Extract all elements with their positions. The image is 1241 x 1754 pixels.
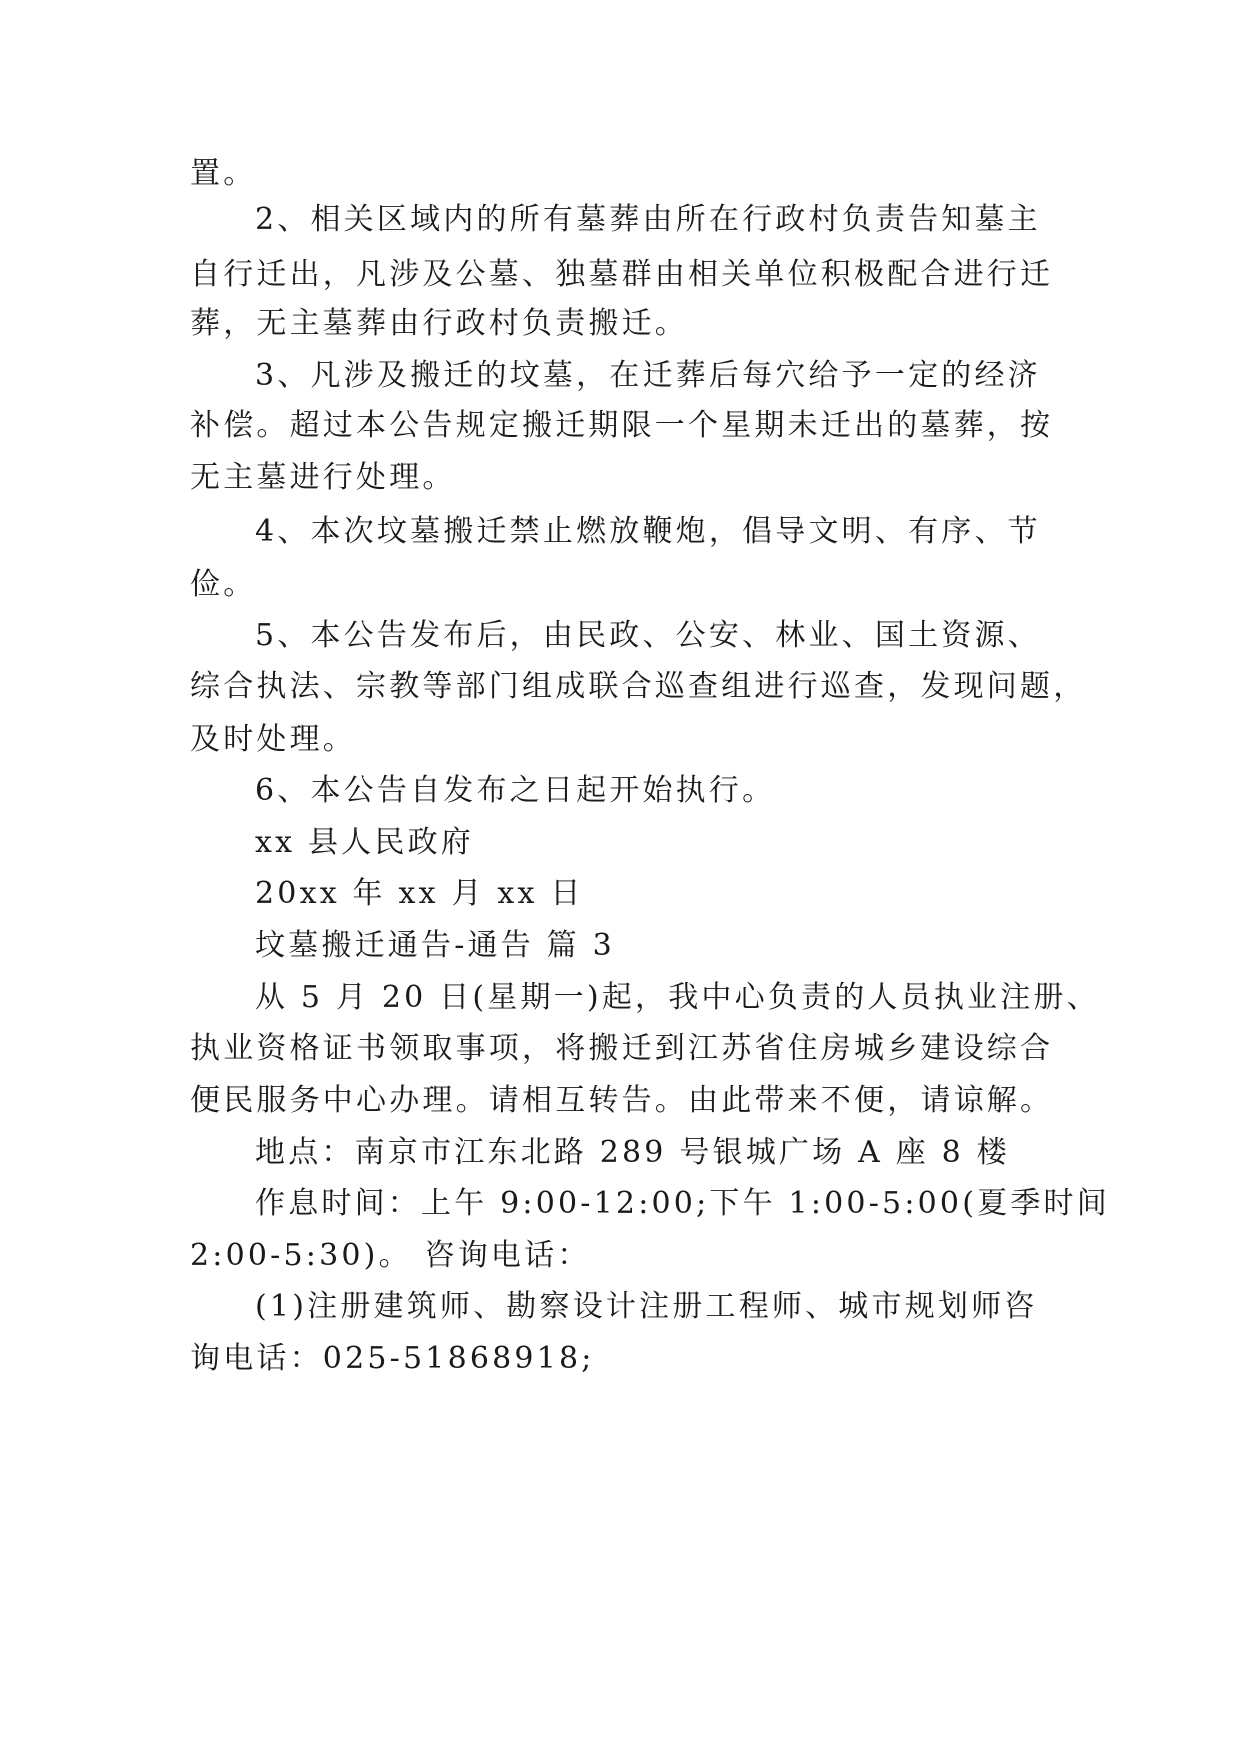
- text-line: 2、相关区域内的所有墓葬由所在行政村负责告知墓主: [255, 202, 1041, 237]
- text-line: 自行迁出，凡涉及公墓、独墓群由相关单位积极配合进行迁: [190, 257, 1054, 292]
- text-line: 执业资格证书领取事项，将搬迁到江苏省住房城乡建设综合: [190, 1031, 1054, 1066]
- text-line: (1)注册建筑师、勘察设计注册工程师、城市规划师咨: [255, 1289, 1038, 1324]
- text-line: 补偿。超过本公告规定搬迁期限一个星期未迁出的墓葬，按: [190, 408, 1054, 443]
- text-line: 便民服务中心办理。请相互转告。由此带来不便，请谅解。: [190, 1083, 1054, 1118]
- text-line: 从 5 月 20 日(星期一)起，我中心负责的人员执业注册、: [255, 980, 1100, 1015]
- text-line: 无主墓进行处理。: [190, 460, 456, 495]
- text-line: 综合执法、宗教等部门组成联合巡查组进行巡查，发现问题，: [190, 669, 1087, 704]
- text-line: 3、凡涉及搬迁的坟墓，在迁葬后每穴给予一定的经济: [255, 358, 1041, 393]
- text-line: 俭。: [190, 567, 257, 602]
- text-line: 地点：南京市江东北路 289 号银城广场 A 座 8 楼: [255, 1135, 1010, 1170]
- text-line: 置。: [190, 156, 257, 191]
- text-line: 作息时间：上午 9:00-12:00;下午 1:00-5:00(夏季时间: [255, 1186, 1110, 1221]
- issue-date: 20xx 年 xx 月 xx 日: [255, 876, 584, 911]
- text-line: 6、本公告自发布之日起开始执行。: [255, 773, 776, 808]
- section-heading: 坟墓搬迁通告-通告 篇 3: [255, 928, 615, 963]
- issuer: xx 县人民政府: [255, 825, 474, 860]
- text-line: 5、本公告发布后，由民政、公安、林业、国土资源、: [255, 618, 1041, 653]
- text-line: 2:00-5:30)。 咨询电话：: [190, 1238, 591, 1273]
- text-line: 4、本次坟墓搬迁禁止燃放鞭炮，倡导文明、有序、节: [255, 514, 1041, 549]
- text-line: 葬，无主墓葬由行政村负责搬迁。: [190, 306, 688, 341]
- text-line: 及时处理。: [190, 722, 356, 757]
- text-line: 询电话：025-51868918;: [190, 1341, 595, 1376]
